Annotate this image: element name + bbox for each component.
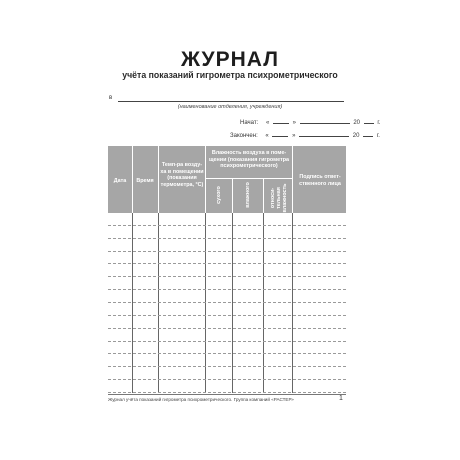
header-divider (205, 146, 206, 213)
table-header (108, 146, 346, 213)
footer-rule (108, 394, 346, 395)
quote-close: » (292, 120, 296, 126)
table-row[interactable] (108, 392, 346, 393)
end-day-field[interactable] (272, 130, 288, 137)
page-subtitle: учёта показаний гигрометра психрометрического (122, 70, 338, 81)
org-name-field[interactable] (118, 101, 344, 102)
start-day-field[interactable] (273, 117, 289, 124)
end-date-row (230, 130, 382, 139)
org-name-hint: (наименование отделения, учреждения) (177, 104, 283, 110)
col-date-header: Дата (113, 178, 127, 184)
col-relative-header: относи-тельная влажность (270, 183, 288, 213)
col-signature-header: Подпись ответ-ственного лица (299, 174, 341, 187)
year-suffix: г. (376, 133, 380, 139)
table-row[interactable] (108, 225, 346, 226)
table-row[interactable] (108, 353, 346, 354)
table-row[interactable] (108, 276, 346, 277)
quote-open: « (265, 120, 270, 126)
page-number: 1 (339, 395, 343, 402)
start-month-field[interactable] (300, 117, 350, 124)
table-row[interactable] (108, 341, 346, 342)
org-prefix: в (109, 95, 113, 101)
header-divider (292, 146, 293, 213)
table-row[interactable] (108, 315, 346, 316)
header-divider (232, 178, 233, 213)
quote-open: « (265, 133, 269, 139)
table-row[interactable] (108, 251, 346, 252)
end-year-field[interactable] (363, 130, 373, 137)
col-time-header: Время (136, 178, 154, 184)
start-date-row (240, 117, 383, 126)
start-date-label: Начат: (240, 120, 259, 126)
table-row[interactable] (108, 328, 346, 329)
table-row[interactable] (108, 379, 346, 380)
journal-table (108, 146, 346, 393)
header-divider (158, 146, 159, 213)
table-row[interactable] (108, 289, 346, 290)
table-row[interactable] (108, 238, 346, 239)
year-prefix: 20 (352, 133, 360, 139)
table-row[interactable] (108, 366, 346, 367)
col-humidity-group-header: Влажность воздуха в поме-щении (показания гигрометра психрометрического) (208, 150, 290, 170)
table-row[interactable] (108, 263, 346, 264)
year-suffix: г. (377, 120, 381, 126)
col-wet-header: влажного (245, 182, 251, 208)
page-title: ЖУРНАЛ (181, 48, 279, 71)
end-month-field[interactable] (299, 130, 349, 137)
footer-text: Журнал учёта показаний гигрометра психрометрического. Группа компаний «РАСТЕР» (108, 397, 294, 402)
start-year-field[interactable] (364, 117, 374, 124)
col-temp-header: Темп-ра возду-ха в помещении (показания термометра, °С) (160, 162, 204, 188)
col-dry-header: сухого (216, 186, 222, 204)
quote-close: » (292, 133, 296, 139)
year-prefix: 20 (353, 120, 361, 126)
end-date-label: Закончен: (230, 133, 258, 139)
table-row[interactable] (108, 302, 346, 303)
header-divider (263, 178, 264, 213)
